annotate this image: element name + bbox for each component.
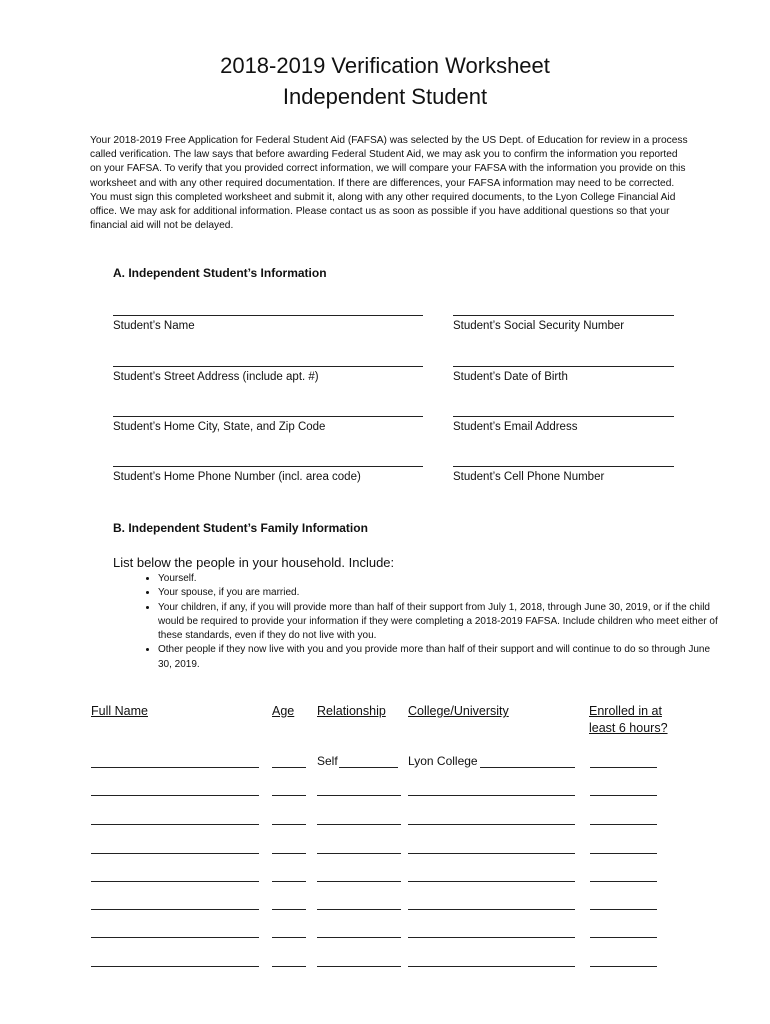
student-dob-label: Student’s Date of Birth	[453, 371, 568, 383]
row4-enrolled-blank[interactable]	[590, 853, 657, 854]
row1-enrolled-blank[interactable]	[590, 767, 657, 768]
row1-relationship-value: Self	[317, 754, 338, 768]
student-street-line[interactable]	[113, 366, 423, 367]
col-header-enrolled-line2: least 6 hours?	[589, 721, 668, 735]
student-street-label: Student’s Street Address (include apt. #)	[113, 371, 319, 383]
page-subtitle: Independent Student	[282, 84, 488, 109]
row1-name-blank[interactable]	[91, 767, 259, 768]
student-email-label: Student’s Email Address	[453, 421, 578, 433]
row6-name-blank[interactable]	[91, 909, 259, 910]
page-title: 2018-2019 Verification Worksheet	[220, 53, 550, 78]
row6-relationship-blank[interactable]	[317, 909, 401, 910]
student-cell-phone-label: Student’s Cell Phone Number	[453, 471, 605, 483]
student-dob-line[interactable]	[453, 366, 674, 367]
row1-college-value: Lyon College	[408, 754, 478, 768]
student-home-phone-line[interactable]	[113, 466, 423, 467]
student-city-label: Student’s Home City, State, and Zip Code	[113, 421, 326, 433]
col-header-age: Age	[272, 704, 295, 718]
row7-age-blank[interactable]	[272, 937, 306, 938]
row2-age-blank[interactable]	[272, 795, 306, 796]
row7-college-blank[interactable]	[408, 937, 575, 938]
row6-age-blank[interactable]	[272, 909, 306, 910]
row3-college-blank[interactable]	[408, 824, 575, 825]
row5-college-blank[interactable]	[408, 881, 575, 882]
student-cell-phone-line[interactable]	[453, 466, 674, 467]
col-header-full-name: Full Name	[91, 704, 148, 718]
student-ssn-field[interactable]	[453, 315, 674, 332]
row4-relationship-blank[interactable]	[317, 853, 401, 854]
row4-college-blank[interactable]	[408, 853, 575, 854]
student-ssn-line[interactable]	[453, 315, 674, 316]
row3-name-blank[interactable]	[91, 824, 259, 825]
row8-college-blank[interactable]	[408, 966, 575, 967]
student-home-phone-label: Student’s Home Phone Number (incl. area code)	[113, 471, 361, 483]
row3-enrolled-blank[interactable]	[590, 824, 657, 825]
row1-relationship-blank[interactable]	[339, 767, 398, 768]
student-email-line[interactable]	[453, 416, 674, 417]
student-name-field[interactable]	[113, 315, 423, 332]
row5-age-blank[interactable]	[272, 881, 306, 882]
student-home-phone-field[interactable]	[113, 466, 423, 483]
row8-name-blank[interactable]	[91, 966, 259, 967]
col-header-college: College/University	[408, 704, 509, 718]
student-street-field[interactable]	[113, 366, 423, 383]
row8-enrolled-blank[interactable]	[590, 966, 657, 967]
student-name-label: Student’s Name	[113, 320, 195, 332]
row5-enrolled-blank[interactable]	[590, 881, 657, 882]
student-cell-phone-field[interactable]	[453, 466, 674, 483]
row2-name-blank[interactable]	[91, 795, 259, 796]
list-item: • Other people if they now live with you and you provide more than half of their support and will continue to do so through June 30, 2019.	[158, 643, 718, 672]
household-include-list	[128, 572, 718, 672]
student-city-line[interactable]	[113, 416, 423, 417]
row7-name-blank[interactable]	[91, 937, 259, 938]
list-item: • Your children, if any, if you will provide more than half of their support from July 1, 2018, through June 30, 2019, or if the child would be required to provide your information if they were completing a 2018-2019 FAFSA. Include children who meet either of these standards, even if they do not live with you.	[158, 601, 718, 644]
row3-age-blank[interactable]	[272, 824, 306, 825]
col-header-enrolled	[589, 703, 668, 737]
row2-college-blank[interactable]	[408, 795, 575, 796]
row8-relationship-blank[interactable]	[317, 966, 401, 967]
row7-relationship-blank[interactable]	[317, 937, 401, 938]
student-ssn-label: Student’s Social Security Number	[453, 320, 625, 332]
row5-relationship-blank[interactable]	[317, 881, 401, 882]
student-name-line[interactable]	[113, 315, 423, 316]
col-header-relationship: Relationship	[317, 704, 386, 718]
household-list-intro: List below the people in your household. Include:	[113, 555, 395, 570]
row2-enrolled-blank[interactable]	[590, 795, 657, 796]
row7-enrolled-blank[interactable]	[590, 937, 657, 938]
col-header-enrolled-line1: Enrolled in at	[589, 704, 662, 718]
row6-enrolled-blank[interactable]	[590, 909, 657, 910]
section-a-heading: A. Independent Student’s Information	[113, 266, 327, 280]
row4-name-blank[interactable]	[91, 853, 259, 854]
section-b-heading: B. Independent Student’s Family Information	[113, 521, 368, 535]
row5-name-blank[interactable]	[91, 881, 259, 882]
list-item: • Yourself.	[158, 572, 718, 586]
row1-college-blank[interactable]	[480, 767, 575, 768]
row6-college-blank[interactable]	[408, 909, 575, 910]
student-email-field[interactable]	[453, 416, 674, 433]
student-dob-field[interactable]	[453, 366, 674, 383]
row8-age-blank[interactable]	[272, 966, 306, 967]
intro-paragraph: Your 2018-2019 Free Application for Federal Student Aid (FAFSA) was selected by the US Dept. of Education for review in a process called verification. The law says that before awarding Federal Student Aid, we may ask you to confirm the information you reported on your FAFSA. To verify that you provided correct information, we will compare your FAFSA with the information you provide on this worksheet and with any other required documentation. If there are differences, your FAFSA information may need to be corrected. You must sign this completed worksheet and submit it, along with any other required documents, to the Lyon College Financial Aid office. We may ask for additional information. Please contact us as soon as possible if you have additional questions so that your financial aid will not be delayed.	[90, 135, 688, 232]
student-city-field[interactable]	[113, 416, 423, 433]
row3-relationship-blank[interactable]	[317, 824, 401, 825]
list-item: • Your spouse, if you are married.	[158, 586, 718, 600]
row2-relationship-blank[interactable]	[317, 795, 401, 796]
row1-age-blank[interactable]	[272, 767, 306, 768]
row4-age-blank[interactable]	[272, 853, 306, 854]
